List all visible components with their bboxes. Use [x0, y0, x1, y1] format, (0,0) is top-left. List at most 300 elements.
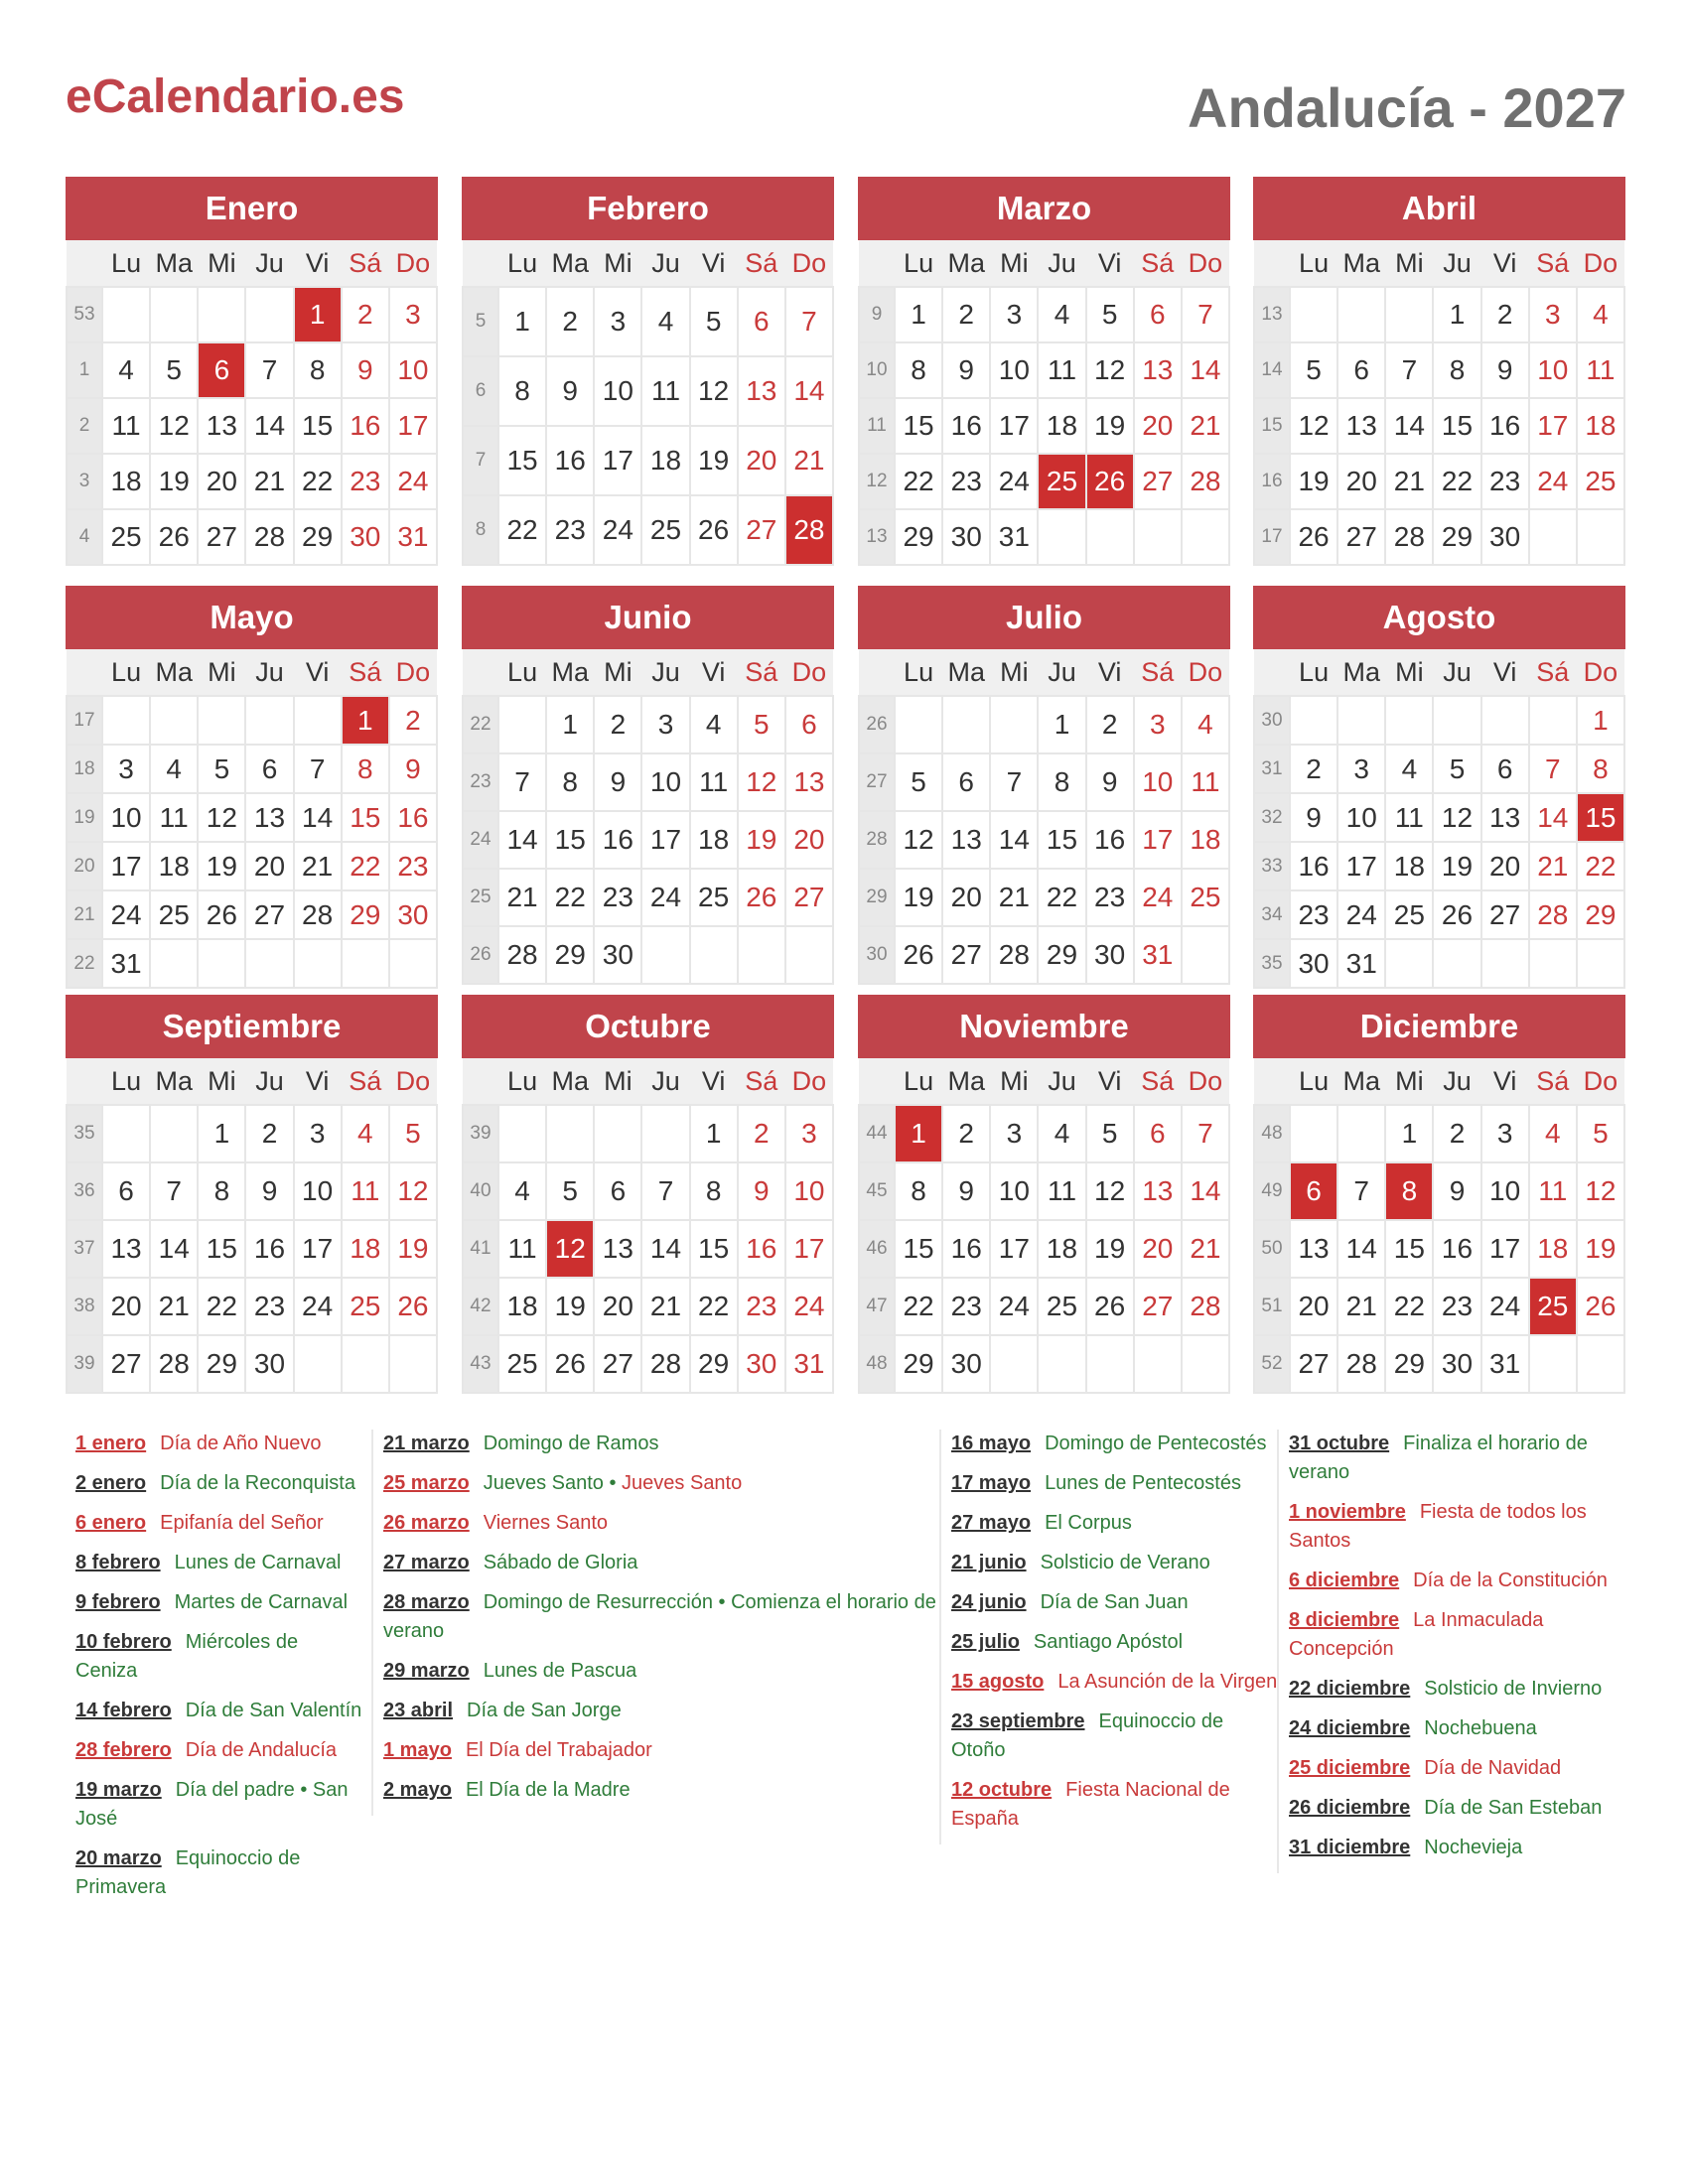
day-cell[interactable]: 6	[245, 745, 293, 793]
day-cell[interactable]: 10	[389, 342, 437, 398]
day-cell[interactable]: 5	[1577, 1105, 1624, 1162]
day-cell[interactable]: 31	[1337, 939, 1385, 988]
day-cell[interactable]: 12	[1086, 1162, 1134, 1220]
legend-date[interactable]: 14 febrero	[75, 1700, 172, 1721]
legend-date[interactable]: 26 diciembre	[1289, 1797, 1411, 1819]
day-cell[interactable]: 21	[641, 1278, 689, 1335]
day-cell[interactable]: 12	[1433, 793, 1480, 842]
day-cell[interactable]: 24	[1529, 454, 1577, 509]
day-cell[interactable]: 19	[198, 842, 245, 890]
day-cell[interactable]: 12	[1086, 342, 1134, 398]
day-cell[interactable]: 18	[1529, 1220, 1577, 1278]
day-cell[interactable]: 30	[1481, 509, 1529, 565]
day-cell[interactable]: 8	[690, 1162, 738, 1220]
day-cell[interactable]: 26	[690, 495, 738, 565]
day-cell[interactable]: 3	[102, 745, 150, 793]
day-cell[interactable]: 1	[1038, 696, 1085, 753]
day-cell[interactable]: 23	[546, 495, 594, 565]
day-cell[interactable]: 9	[1086, 753, 1134, 811]
day-cell[interactable]: 20	[102, 1278, 150, 1335]
day-cell[interactable]: 31	[1481, 1335, 1529, 1393]
day-cell[interactable]: 9	[389, 745, 437, 793]
day-cell[interactable]: 3	[294, 1105, 342, 1162]
day-cell[interactable]: 19	[1433, 842, 1480, 890]
day-cell[interactable]: 14	[245, 398, 293, 454]
day-cell[interactable]: 16	[942, 398, 990, 454]
day-cell[interactable]: 16	[594, 811, 641, 869]
day-cell[interactable]: 25	[690, 869, 738, 926]
day-cell[interactable]: 30	[594, 926, 641, 984]
day-cell[interactable]: 29	[895, 1335, 942, 1393]
day-cell[interactable]: 16	[1086, 811, 1134, 869]
day-cell[interactable]: 20	[1134, 398, 1182, 454]
day-cell[interactable]: 15	[1433, 398, 1480, 454]
day-cell[interactable]: 1	[1433, 287, 1480, 342]
day-cell[interactable]: 10	[641, 753, 689, 811]
day-cell[interactable]: 21	[1529, 842, 1577, 890]
day-cell[interactable]: 22	[342, 842, 389, 890]
day-cell[interactable]: 6	[1134, 1105, 1182, 1162]
day-cell[interactable]: 24	[294, 1278, 342, 1335]
day-cell[interactable]: 2	[594, 696, 641, 753]
day-cell[interactable]: 4	[498, 1162, 546, 1220]
legend-date[interactable]: 29 marzo	[383, 1660, 470, 1682]
day-cell[interactable]: 11	[1038, 342, 1085, 398]
day-cell[interactable]: 28	[1182, 1278, 1229, 1335]
day-cell[interactable]: 4	[102, 342, 150, 398]
day-cell[interactable]: 2	[389, 696, 437, 745]
day-cell[interactable]: 16	[942, 1220, 990, 1278]
day-cell[interactable]: 29	[1038, 926, 1085, 984]
day-cell[interactable]: 29	[546, 926, 594, 984]
day-cell[interactable]: 1	[1577, 696, 1624, 745]
day-cell[interactable]: 13	[1134, 1162, 1182, 1220]
day-cell[interactable]: 22	[1433, 454, 1480, 509]
day-cell[interactable]: 6	[1290, 1162, 1337, 1220]
day-cell[interactable]: 20	[198, 454, 245, 509]
day-cell[interactable]: 16	[342, 398, 389, 454]
day-cell[interactable]: 21	[245, 454, 293, 509]
day-cell[interactable]: 19	[150, 454, 198, 509]
day-cell[interactable]: 13	[738, 356, 785, 426]
day-cell[interactable]: 24	[990, 1278, 1038, 1335]
day-cell[interactable]: 20	[785, 811, 833, 869]
day-cell[interactable]: 4	[1529, 1105, 1577, 1162]
day-cell[interactable]: 28	[1182, 454, 1229, 509]
day-cell[interactable]: 22	[198, 1278, 245, 1335]
day-cell[interactable]: 13	[594, 1220, 641, 1278]
day-cell[interactable]: 11	[641, 356, 689, 426]
day-cell[interactable]: 12	[198, 793, 245, 842]
day-cell[interactable]: 16	[1290, 842, 1337, 890]
day-cell[interactable]: 15	[294, 398, 342, 454]
day-cell[interactable]: 15	[198, 1220, 245, 1278]
legend-date[interactable]: 1 mayo	[383, 1739, 452, 1761]
day-cell[interactable]: 16	[738, 1220, 785, 1278]
day-cell[interactable]: 27	[198, 509, 245, 565]
day-cell[interactable]: 17	[102, 842, 150, 890]
day-cell[interactable]: 12	[1577, 1162, 1624, 1220]
day-cell[interactable]: 20	[594, 1278, 641, 1335]
day-cell[interactable]: 1	[294, 287, 342, 342]
day-cell[interactable]: 27	[102, 1335, 150, 1393]
day-cell[interactable]: 25	[1038, 454, 1085, 509]
day-cell[interactable]: 2	[942, 1105, 990, 1162]
day-cell[interactable]: 24	[594, 495, 641, 565]
day-cell[interactable]: 5	[1433, 745, 1480, 793]
legend-date[interactable]: 28 febrero	[75, 1739, 172, 1761]
day-cell[interactable]: 15	[895, 398, 942, 454]
day-cell[interactable]: 8	[895, 342, 942, 398]
day-cell[interactable]: 10	[990, 1162, 1038, 1220]
day-cell[interactable]: 8	[1577, 745, 1624, 793]
day-cell[interactable]: 11	[498, 1220, 546, 1278]
day-cell[interactable]: 9	[942, 342, 990, 398]
day-cell[interactable]: 29	[1577, 890, 1624, 939]
day-cell[interactable]: 11	[1577, 342, 1624, 398]
day-cell[interactable]: 25	[1529, 1278, 1577, 1335]
day-cell[interactable]: 26	[895, 926, 942, 984]
day-cell[interactable]: 16	[546, 426, 594, 495]
day-cell[interactable]: 25	[1385, 890, 1433, 939]
day-cell[interactable]: 1	[198, 1105, 245, 1162]
day-cell[interactable]: 23	[1290, 890, 1337, 939]
day-cell[interactable]: 22	[895, 1278, 942, 1335]
day-cell[interactable]: 27	[942, 926, 990, 984]
day-cell[interactable]: 27	[1134, 454, 1182, 509]
day-cell[interactable]: 20	[1481, 842, 1529, 890]
day-cell[interactable]: 11	[690, 753, 738, 811]
day-cell[interactable]: 12	[690, 356, 738, 426]
day-cell[interactable]: 5	[738, 696, 785, 753]
day-cell[interactable]: 30	[245, 1335, 293, 1393]
day-cell[interactable]: 1	[690, 1105, 738, 1162]
day-cell[interactable]: 23	[942, 454, 990, 509]
day-cell[interactable]: 18	[1038, 398, 1085, 454]
day-cell[interactable]: 11	[1385, 793, 1433, 842]
day-cell[interactable]: 23	[942, 1278, 990, 1335]
day-cell[interactable]: 1	[895, 1105, 942, 1162]
day-cell[interactable]: 11	[1529, 1162, 1577, 1220]
day-cell[interactable]: 21	[785, 426, 833, 495]
legend-date[interactable]: 25 marzo	[383, 1472, 470, 1494]
day-cell[interactable]: 11	[1038, 1162, 1085, 1220]
day-cell[interactable]: 28	[294, 890, 342, 939]
day-cell[interactable]: 2	[245, 1105, 293, 1162]
day-cell[interactable]: 18	[641, 426, 689, 495]
day-cell[interactable]: 27	[245, 890, 293, 939]
day-cell[interactable]: 23	[342, 454, 389, 509]
day-cell[interactable]: 24	[102, 890, 150, 939]
legend-date[interactable]: 24 junio	[951, 1591, 1027, 1613]
legend-date[interactable]: 9 febrero	[75, 1591, 161, 1613]
day-cell[interactable]: 26	[1086, 454, 1134, 509]
day-cell[interactable]: 27	[738, 495, 785, 565]
day-cell[interactable]: 10	[1337, 793, 1385, 842]
day-cell[interactable]: 15	[1385, 1220, 1433, 1278]
day-cell[interactable]: 12	[1290, 398, 1337, 454]
day-cell[interactable]: 16	[245, 1220, 293, 1278]
day-cell[interactable]: 4	[690, 696, 738, 753]
day-cell[interactable]: 28	[1529, 890, 1577, 939]
day-cell[interactable]: 5	[150, 342, 198, 398]
day-cell[interactable]: 21	[1385, 454, 1433, 509]
day-cell[interactable]: 3	[641, 696, 689, 753]
day-cell[interactable]: 21	[1337, 1278, 1385, 1335]
day-cell[interactable]: 18	[1385, 842, 1433, 890]
day-cell[interactable]: 10	[1134, 753, 1182, 811]
day-cell[interactable]: 15	[895, 1220, 942, 1278]
day-cell[interactable]: 18	[1182, 811, 1229, 869]
day-cell[interactable]: 4	[1182, 696, 1229, 753]
legend-date[interactable]: 12 octubre	[951, 1779, 1053, 1801]
day-cell[interactable]: 18	[498, 1278, 546, 1335]
day-cell[interactable]: 6	[738, 287, 785, 356]
day-cell[interactable]: 25	[102, 509, 150, 565]
legend-date[interactable]: 24 diciembre	[1289, 1717, 1411, 1739]
legend-date[interactable]: 6 enero	[75, 1512, 147, 1534]
day-cell[interactable]: 6	[198, 342, 245, 398]
day-cell[interactable]: 7	[150, 1162, 198, 1220]
day-cell[interactable]: 28	[641, 1335, 689, 1393]
day-cell[interactable]: 12	[738, 753, 785, 811]
day-cell[interactable]: 18	[102, 454, 150, 509]
day-cell[interactable]: 4	[150, 745, 198, 793]
day-cell[interactable]: 30	[942, 1335, 990, 1393]
day-cell[interactable]: 25	[498, 1335, 546, 1393]
day-cell[interactable]: 26	[738, 869, 785, 926]
day-cell[interactable]: 18	[1038, 1220, 1085, 1278]
day-cell[interactable]: 26	[150, 509, 198, 565]
day-cell[interactable]: 7	[785, 287, 833, 356]
day-cell[interactable]: 14	[1182, 342, 1229, 398]
day-cell[interactable]: 14	[1529, 793, 1577, 842]
day-cell[interactable]: 9	[942, 1162, 990, 1220]
day-cell[interactable]: 4	[1038, 287, 1085, 342]
day-cell[interactable]: 10	[1529, 342, 1577, 398]
day-cell[interactable]: 10	[294, 1162, 342, 1220]
day-cell[interactable]: 1	[1385, 1105, 1433, 1162]
day-cell[interactable]: 13	[785, 753, 833, 811]
site-logo[interactable]: eCalendario.es	[66, 70, 405, 123]
day-cell[interactable]: 7	[1337, 1162, 1385, 1220]
legend-date[interactable]: 8 febrero	[75, 1552, 161, 1573]
day-cell[interactable]: 27	[1290, 1335, 1337, 1393]
day-cell[interactable]: 10	[1481, 1162, 1529, 1220]
day-cell[interactable]: 14	[641, 1220, 689, 1278]
legend-date[interactable]: 21 marzo	[383, 1433, 470, 1454]
legend-date[interactable]: 16 mayo	[951, 1433, 1032, 1454]
day-cell[interactable]: 31	[389, 509, 437, 565]
day-cell[interactable]: 20	[942, 869, 990, 926]
day-cell[interactable]: 14	[294, 793, 342, 842]
legend-date[interactable]: 23 abril	[383, 1700, 454, 1721]
day-cell[interactable]: 10	[594, 356, 641, 426]
day-cell[interactable]: 12	[389, 1162, 437, 1220]
day-cell[interactable]: 2	[342, 287, 389, 342]
day-cell[interactable]: 9	[594, 753, 641, 811]
day-cell[interactable]: 25	[1577, 454, 1624, 509]
day-cell[interactable]: 14	[498, 811, 546, 869]
day-cell[interactable]: 19	[546, 1278, 594, 1335]
day-cell[interactable]: 31	[1134, 926, 1182, 984]
legend-date[interactable]: 17 mayo	[951, 1472, 1032, 1494]
day-cell[interactable]: 23	[1086, 869, 1134, 926]
day-cell[interactable]: 19	[389, 1220, 437, 1278]
day-cell[interactable]: 29	[1433, 509, 1480, 565]
day-cell[interactable]: 22	[498, 495, 546, 565]
day-cell[interactable]: 9	[1290, 793, 1337, 842]
legend-date[interactable]: 1 enero	[75, 1433, 147, 1454]
day-cell[interactable]: 13	[942, 811, 990, 869]
day-cell[interactable]: 30	[738, 1335, 785, 1393]
day-cell[interactable]: 31	[102, 939, 150, 988]
day-cell[interactable]: 14	[1385, 398, 1433, 454]
day-cell[interactable]: 29	[294, 509, 342, 565]
day-cell[interactable]: 6	[1481, 745, 1529, 793]
day-cell[interactable]: 7	[1385, 342, 1433, 398]
day-cell[interactable]: 30	[342, 509, 389, 565]
day-cell[interactable]: 14	[1182, 1162, 1229, 1220]
day-cell[interactable]: 16	[389, 793, 437, 842]
legend-date[interactable]: 2 enero	[75, 1472, 147, 1494]
legend-date[interactable]: 27 marzo	[383, 1552, 470, 1573]
day-cell[interactable]: 29	[198, 1335, 245, 1393]
day-cell[interactable]: 17	[1134, 811, 1182, 869]
day-cell[interactable]: 12	[546, 1220, 594, 1278]
day-cell[interactable]: 25	[342, 1278, 389, 1335]
day-cell[interactable]: 8	[1385, 1162, 1433, 1220]
day-cell[interactable]: 8	[342, 745, 389, 793]
day-cell[interactable]: 17	[594, 426, 641, 495]
day-cell[interactable]: 27	[594, 1335, 641, 1393]
day-cell[interactable]: 2	[738, 1105, 785, 1162]
legend-date[interactable]: 2 mayo	[383, 1779, 452, 1801]
day-cell[interactable]: 16	[1433, 1220, 1480, 1278]
day-cell[interactable]: 19	[1086, 1220, 1134, 1278]
day-cell[interactable]: 17	[1529, 398, 1577, 454]
day-cell[interactable]: 30	[1290, 939, 1337, 988]
day-cell[interactable]: 14	[150, 1220, 198, 1278]
day-cell[interactable]: 3	[990, 1105, 1038, 1162]
day-cell[interactable]: 8	[546, 753, 594, 811]
day-cell[interactable]: 21	[1182, 1220, 1229, 1278]
day-cell[interactable]: 23	[594, 869, 641, 926]
day-cell[interactable]: 29	[690, 1335, 738, 1393]
day-cell[interactable]: 19	[1086, 398, 1134, 454]
day-cell[interactable]: 7	[1182, 1105, 1229, 1162]
day-cell[interactable]: 3	[1529, 287, 1577, 342]
legend-date[interactable]: 27 mayo	[951, 1512, 1032, 1534]
day-cell[interactable]: 19	[895, 869, 942, 926]
day-cell[interactable]: 4	[641, 287, 689, 356]
day-cell[interactable]: 5	[1086, 1105, 1134, 1162]
legend-date[interactable]: 25 julio	[951, 1631, 1020, 1653]
day-cell[interactable]: 25	[1038, 1278, 1085, 1335]
day-cell[interactable]: 8	[294, 342, 342, 398]
day-cell[interactable]: 19	[1290, 454, 1337, 509]
day-cell[interactable]: 17	[294, 1220, 342, 1278]
day-cell[interactable]: 5	[1290, 342, 1337, 398]
day-cell[interactable]: 21	[294, 842, 342, 890]
day-cell[interactable]: 5	[198, 745, 245, 793]
day-cell[interactable]: 19	[738, 811, 785, 869]
day-cell[interactable]: 22	[895, 454, 942, 509]
day-cell[interactable]: 6	[785, 696, 833, 753]
day-cell[interactable]: 17	[990, 398, 1038, 454]
legend-date[interactable]: 1 noviembre	[1289, 1501, 1406, 1523]
legend-date[interactable]: 20 marzo	[75, 1847, 162, 1869]
day-cell[interactable]: 23	[738, 1278, 785, 1335]
day-cell[interactable]: 6	[942, 753, 990, 811]
day-cell[interactable]: 9	[1481, 342, 1529, 398]
day-cell[interactable]: 20	[1337, 454, 1385, 509]
day-cell[interactable]: 3	[990, 287, 1038, 342]
day-cell[interactable]: 25	[150, 890, 198, 939]
day-cell[interactable]: 17	[389, 398, 437, 454]
legend-date[interactable]: 22 diciembre	[1289, 1678, 1411, 1700]
day-cell[interactable]: 24	[1481, 1278, 1529, 1335]
day-cell[interactable]: 1	[342, 696, 389, 745]
day-cell[interactable]: 17	[641, 811, 689, 869]
day-cell[interactable]: 15	[546, 811, 594, 869]
legend-date[interactable]: 10 febrero	[75, 1631, 172, 1653]
day-cell[interactable]: 28	[785, 495, 833, 565]
day-cell[interactable]: 3	[1134, 696, 1182, 753]
day-cell[interactable]: 4	[1385, 745, 1433, 793]
day-cell[interactable]: 10	[785, 1162, 833, 1220]
day-cell[interactable]: 14	[990, 811, 1038, 869]
day-cell[interactable]: 3	[389, 287, 437, 342]
day-cell[interactable]: 7	[498, 753, 546, 811]
day-cell[interactable]: 13	[1290, 1220, 1337, 1278]
day-cell[interactable]: 30	[1086, 926, 1134, 984]
day-cell[interactable]: 18	[342, 1220, 389, 1278]
day-cell[interactable]: 13	[102, 1220, 150, 1278]
day-cell[interactable]: 27	[1337, 509, 1385, 565]
day-cell[interactable]: 9	[546, 356, 594, 426]
day-cell[interactable]: 19	[690, 426, 738, 495]
day-cell[interactable]: 1	[498, 287, 546, 356]
day-cell[interactable]: 3	[1481, 1105, 1529, 1162]
day-cell[interactable]: 14	[1337, 1220, 1385, 1278]
day-cell[interactable]: 15	[342, 793, 389, 842]
day-cell[interactable]: 6	[1134, 287, 1182, 342]
day-cell[interactable]: 2	[546, 287, 594, 356]
day-cell[interactable]: 20	[1134, 1220, 1182, 1278]
day-cell[interactable]: 5	[690, 287, 738, 356]
day-cell[interactable]: 15	[1577, 793, 1624, 842]
day-cell[interactable]: 24	[990, 454, 1038, 509]
day-cell[interactable]: 18	[1577, 398, 1624, 454]
day-cell[interactable]: 21	[498, 869, 546, 926]
day-cell[interactable]: 26	[1290, 509, 1337, 565]
day-cell[interactable]: 26	[389, 1278, 437, 1335]
legend-date[interactable]: 8 diciembre	[1289, 1609, 1400, 1631]
day-cell[interactable]: 7	[1529, 745, 1577, 793]
day-cell[interactable]: 2	[1290, 745, 1337, 793]
day-cell[interactable]: 22	[546, 869, 594, 926]
legend-date[interactable]: 19 marzo	[75, 1779, 162, 1801]
day-cell[interactable]: 20	[1290, 1278, 1337, 1335]
day-cell[interactable]: 5	[895, 753, 942, 811]
day-cell[interactable]: 8	[1433, 342, 1480, 398]
day-cell[interactable]: 15	[1038, 811, 1085, 869]
day-cell[interactable]: 11	[1182, 753, 1229, 811]
day-cell[interactable]: 4	[1577, 287, 1624, 342]
day-cell[interactable]: 15	[690, 1220, 738, 1278]
day-cell[interactable]: 24	[641, 869, 689, 926]
